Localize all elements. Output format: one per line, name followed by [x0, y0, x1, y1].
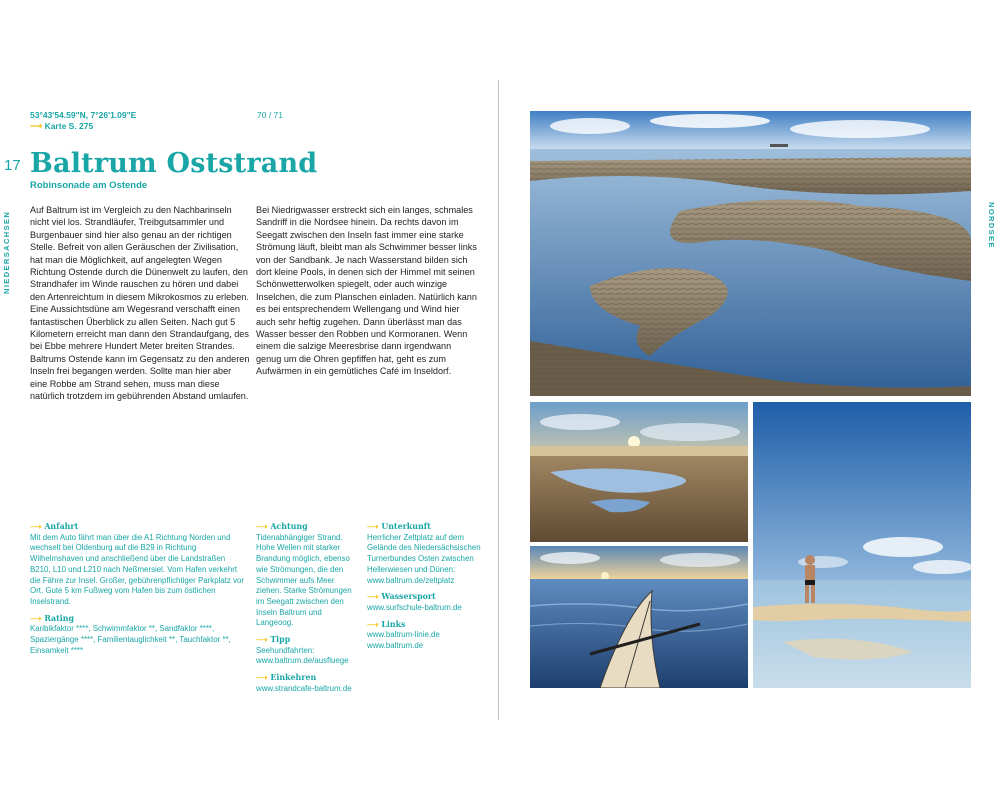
arrow-right-icon: ⟶ [367, 592, 379, 602]
info-heading-einkehren [256, 673, 360, 684]
info-heading-unterkunft [367, 522, 492, 533]
arrow-right-icon: ⟶ [367, 619, 379, 629]
info-heading-tipp [256, 635, 360, 646]
kayak-photo [530, 546, 748, 688]
page-subtitle: Robinsonade am Ostende [30, 180, 148, 191]
region-label-right [986, 202, 996, 262]
chapter-number: 17 [4, 157, 21, 174]
tidal-flat-photo [530, 111, 971, 396]
info-text-links: www.baltrum-linie.de www.baltrum.de [367, 630, 440, 651]
arrow-right-icon: ⟶ [256, 522, 268, 531]
arrow-right-icon: ⟶ [367, 522, 379, 531]
info-heading-links-text: Links [381, 619, 406, 629]
info-heading-anfahrt-text: Anfahrt [44, 522, 79, 531]
info-heading-achtung-text: Achtung [270, 522, 308, 531]
info-heading-unterkunft-text: Unterkunft [381, 522, 431, 531]
map-reference-text: Karte S. 275 [44, 121, 94, 131]
info-text-einkehren: www.strandcafe-baltrum.de [256, 683, 352, 693]
info-heading-rating [30, 614, 245, 625]
info-heading-rating-text: Rating [44, 613, 75, 623]
man-on-sandbank-photo [753, 402, 971, 688]
sunset-beach-photo [530, 402, 748, 542]
info-text-achtung: Tidenabhängiger Strand. Hohe Wellen mit starker Brandung möglich, ebenso wie Strömungen, die den Schwimmer aufs Meer ziehen. Starke Strömungen im Seegatt zwischen den Inseln Baltrum und Langeoog. [256, 532, 352, 628]
arrow-right-icon: ⟶ [30, 522, 42, 531]
info-text-tipp: Seehundfahrten: www.baltrum.de/ausfluege [256, 645, 349, 666]
map-reference [30, 121, 136, 132]
region-label-left [2, 204, 12, 294]
info-text-unterkunft: Herrlicher Zeltplatz auf dem Gelände des Niedersächsischen Turnerbundes Osten zwischen Hellerwiesen und Dünen: www.baltrum.de/zeltplatz [367, 532, 481, 585]
info-text-rating: Karibikfaktor ****, Schwimmfaktor **, Sandfaktor ****, Spaziergänge ****, Familientauglichkeit **, Tauchfaktor **, Einsamkeit **** [30, 624, 231, 655]
page-numbers: 70 / 71 [257, 110, 283, 120]
info-heading-einkehren-text: Einkehren [270, 673, 317, 683]
info-heading-anfahrt [30, 522, 245, 533]
info-text-anfahrt: Mit dem Auto fährt man über die A1 Richtung Norden und wechselt bei Oldenburg auf die B29 in Richtung Wilhelmshaven und anschließend über die Landstraßen B210, L10 und L210 nach Neßmersiel. Vom Hafen verkehrt die Fähre zur Insel. Großer, gebührenpflichtiger Parkplatz vor Ort. Gute 5 km Fußweg vom Hafen bis zum östlichen Inselstrand. [30, 532, 245, 606]
body-text-1: Auf Baltrum ist im Vergleich zu den Nachbarinseln nicht viel los. Strandläufer, Treibgutsammler und Burgenbauer sind hier also genau an der richtigen Stelle. Befreit von allen Geräuschen der Zivilisation, hat man die Möglichkeit, auf angelegten Wegen Richtung Ostende durch die Dünenwelt zu laufen, den Strandhafer im Winde rauschen zu hören und dabei den Artenreichtum in diesem Mikrokosmos zu erleben. Eine Aussichtsdüne am Wegesrand verschafft einen fantastischen Überblick zu allen Seiten. Nach gut 5 Kilometern erreicht man dann den Strandaufgang, des bei Ebbe mehrere Hundert Meter breiten Strandes. Baltrums Ostende kann im Gegensatz zu den anderen Inseln frei begangen werden. Sollte man hier aber eine Robbe am Strand sehen, muss man diese natürlich trotzdem im gebührenden Abstand umlaufen. [30, 205, 250, 402]
arrow-right-icon: ⟶ [256, 635, 268, 645]
info-heading-tipp-text: Tipp [270, 635, 291, 645]
region-label-right-text: NORDSEE [987, 202, 996, 249]
info-column-1 [30, 522, 245, 656]
page-gutter [498, 80, 499, 720]
body-text-2: Bei Niedrigwasser erstreckt sich ein langes, schmales Sandriff in die Nordsee hinein. Da rechts davon im Seegatt zwischen den Inseln fast immer eine starke Strömung läuft, bleibt man als Schwimmer besser links von der Sandbank. Je nach Wasserstand bilden sich dort kleine Pools, in denen sich der Himmel mit seinen Schönwetterwolken spiegelt, oder auch winzige Inselchen, die zum Planschen einladen. Natürlich kann es bei entsprechendem Wellengang und Wind hier auch sehr heftig zugehen. Dann überlässt man das Wasser besser den Robben und Kormoranen. Wenn einem die salzige Meeresbrise dann irgendwann genug um die Ohren gepfiffen hat, geht es zum Aufwärmen in ein gemütliches Café im Inseldorf. [256, 205, 477, 377]
location-coordinates [30, 110, 136, 132]
info-heading-wassersport-text: Wassersport [381, 592, 436, 602]
arrow-right-icon: ⟶ [256, 673, 268, 683]
region-label-left-text: NIEDERSACHSEN [2, 210, 11, 294]
body-column-1 [30, 204, 250, 403]
info-heading-wassersport [367, 592, 492, 603]
coordinates-text: 53°43'54.59"N, 7°26'1.09"E [30, 110, 137, 120]
info-text-wassersport: www.surfschule-baltrum.de [367, 602, 462, 612]
page-title: Baltrum Oststrand [30, 148, 318, 179]
info-heading-links [367, 620, 492, 631]
arrow-right-icon: ⟶ [30, 613, 42, 623]
info-column-2 [256, 522, 360, 695]
info-column-3 [367, 522, 492, 652]
info-heading-achtung [256, 522, 360, 533]
body-column-2 [256, 204, 478, 378]
arrow-right-icon: ⟶ [30, 121, 43, 131]
